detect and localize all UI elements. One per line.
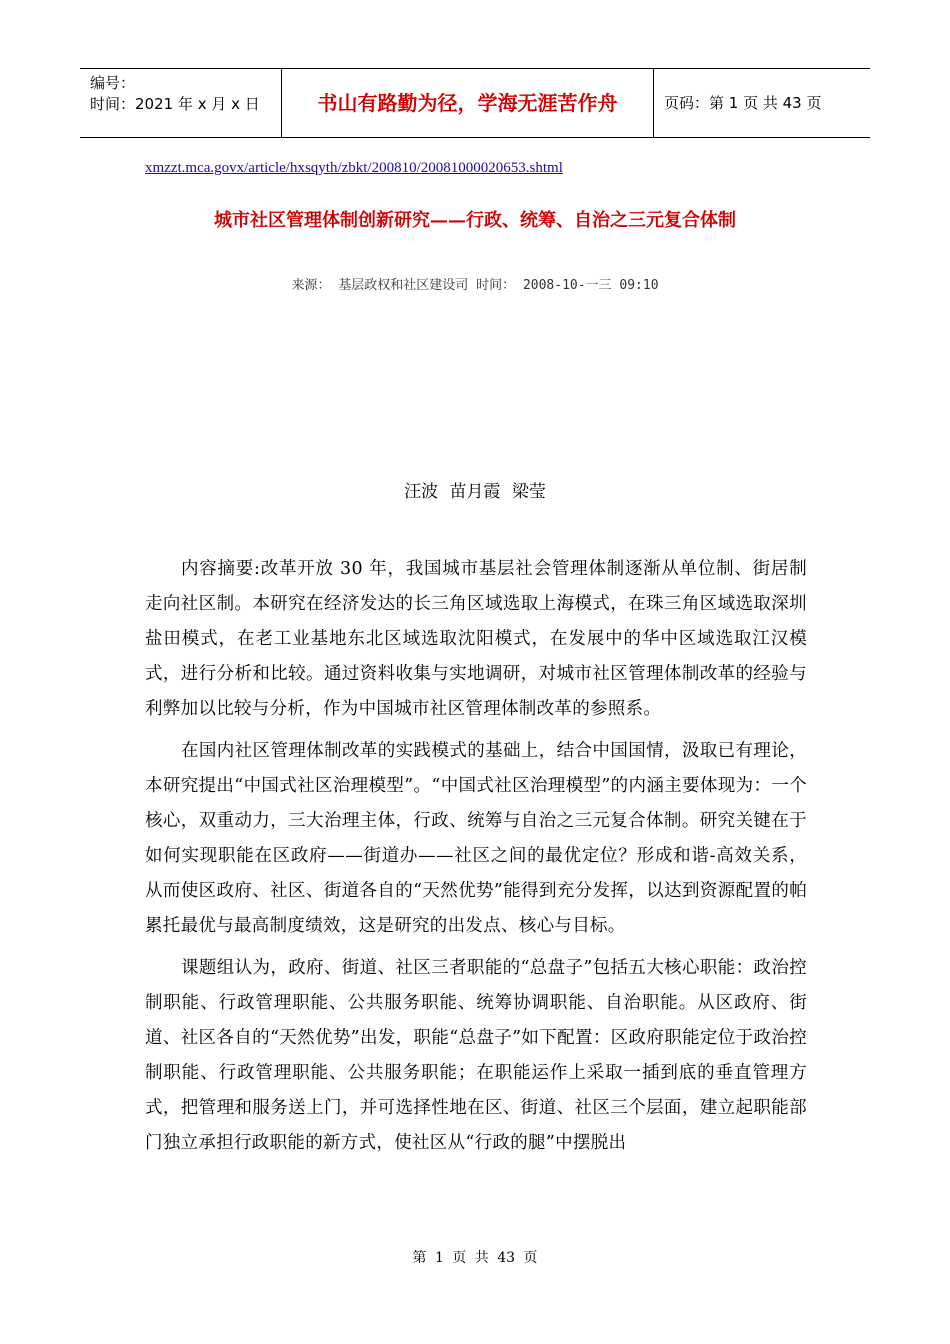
article-url-link[interactable]: xmzzt.mca.govx/article/hxsqyth/zbkt/200810/20081000020653.shtml xyxy=(145,160,563,176)
article-body xyxy=(145,552,807,1168)
header-page-info: 页码：第 1 页 共 43 页 xyxy=(664,94,822,112)
document-time-label: 时间：2021 年 x 月 x 日 xyxy=(90,95,260,113)
article-meta: 来源： 基层政权和社区建设司 时间： 2008-10-一三 09:10 xyxy=(291,278,659,293)
document-header xyxy=(80,68,870,138)
paragraph-abstract: 内容摘要:改革开放 30 年，我国城市基层社会管理体制逐渐从单位制、街居制走向社区制。本研究在经济发达的长三角区域选取上海模式，在珠三角区域选取深圳盐田模式，在老工业基地东北区域选取沈阳模式，在发展中的华中区域选取江汉模式，进行分析和比较。通过资料收集与实地调研，对城市社区管理体制改革的经验与利弊加以比较与分析，作为中国城市社区管理体制改革的参照系。 xyxy=(145,559,807,719)
document-number-label: 编号： xyxy=(90,74,136,92)
header-left xyxy=(80,69,280,137)
article-title: 城市社区管理体制创新研究——行政、统筹、自治之三元复合体制 xyxy=(214,210,736,231)
paragraph-model: 在国内社区管理体制改革的实践模式的基础上，结合中国国情，汲取已有理论，本研究提出“中国式社区治理模型”。“中国式社区治理模型”的内涵主要体现为：一个核心，双重动力，三大治理主体，行政、统筹与自治之三元复合体制。研究关键在于如何实现职能在区政府——街道办——社区之间的最优定位？形成和谐-高效关系，从而使区政府、社区、街道各自的“天然优势”能得到充分发挥，以达到资源配置的帕累托最优与最高制度绩效，这是研究的出发点、核心与目标。 xyxy=(145,741,807,936)
article-authors: 汪波 苗月霞 梁莹 xyxy=(404,482,546,502)
header-motto: 书山有路勤为径，学海无涯苦作舟 xyxy=(281,69,654,137)
page-footer: 第 1 页 共 43 页 xyxy=(412,1250,538,1266)
paragraph-functions: 课题组认为，政府、街道、社区三者职能的“总盘子”包括五大核心职能：政治控制职能、行政管理职能、公共服务职能、统筹协调职能、自治职能。从区政府、街道、社区各自的“天然优势”出发，职能“总盘子”如下配置：区政府职能定位于政治控制职能、行政管理职能、公共服务职能；在职能运作上采取一插到底的垂直管理方式，把管理和服务送上门，并可选择性地在区、街道、社区三个层面，建立起职能部门独立承担行政职能的新方式，使社区从“行政的腿”中摆脱出 xyxy=(145,958,807,1153)
